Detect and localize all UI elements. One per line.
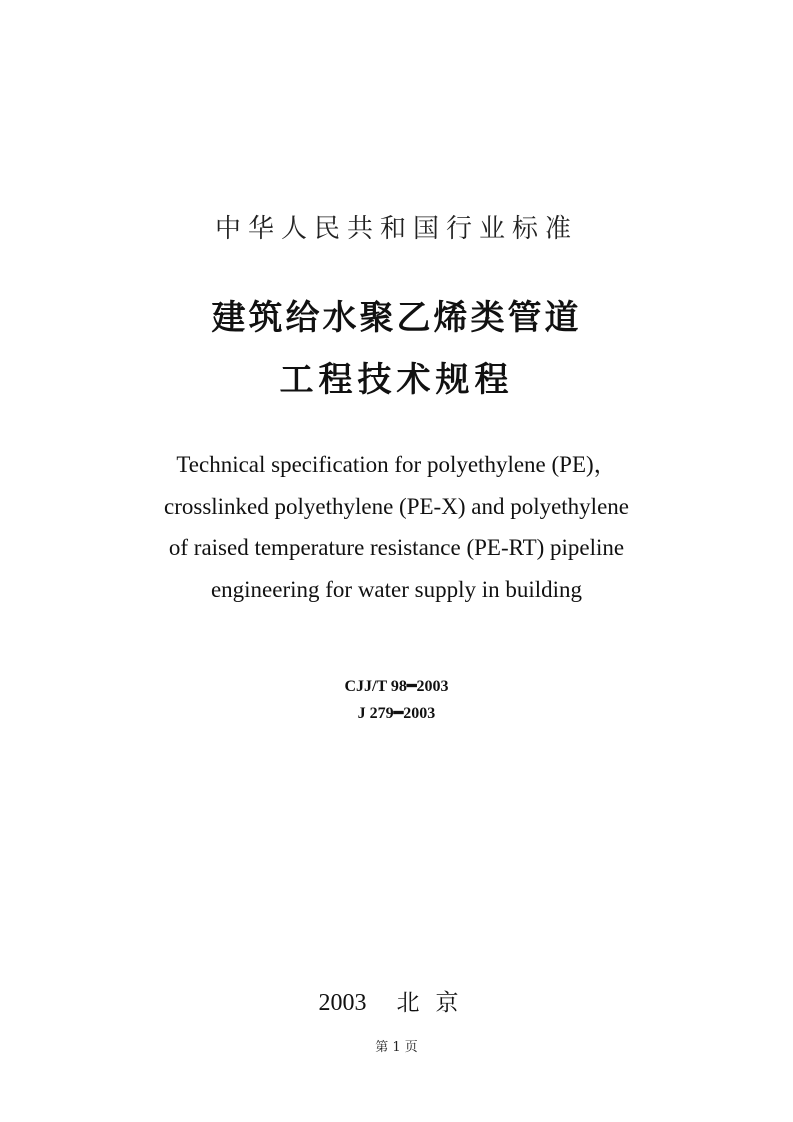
standard-codes xyxy=(0,673,793,727)
standard-category: 中华人民共和国行业标准 xyxy=(214,214,578,244)
standard-code-secondary: J 279━2003 xyxy=(357,705,436,722)
title-line-1: 建筑给水聚乙烯类管道 xyxy=(211,298,582,338)
publication-line xyxy=(0,984,793,1017)
title-line-2: 工程技术规程 xyxy=(279,360,514,400)
english-title-line-1: Technical specification for polyethylene (PE)， xyxy=(176,452,617,477)
english-title xyxy=(0,444,793,610)
english-title-line-2: crosslinked polyethylene (PE-X) and polyethylene xyxy=(164,493,629,519)
english-title-line-3: of raised temperature resistance (PE-RT) pipeline xyxy=(168,535,625,560)
page-number: 第 1 页 xyxy=(375,1040,418,1055)
standard-code-primary: CJJ/T 98━2003 xyxy=(344,678,449,695)
english-title-line-4: engineering for water supply in building xyxy=(210,576,583,602)
publication-city: 北京 xyxy=(396,990,475,1016)
publication-year: 2003 xyxy=(318,990,367,1016)
